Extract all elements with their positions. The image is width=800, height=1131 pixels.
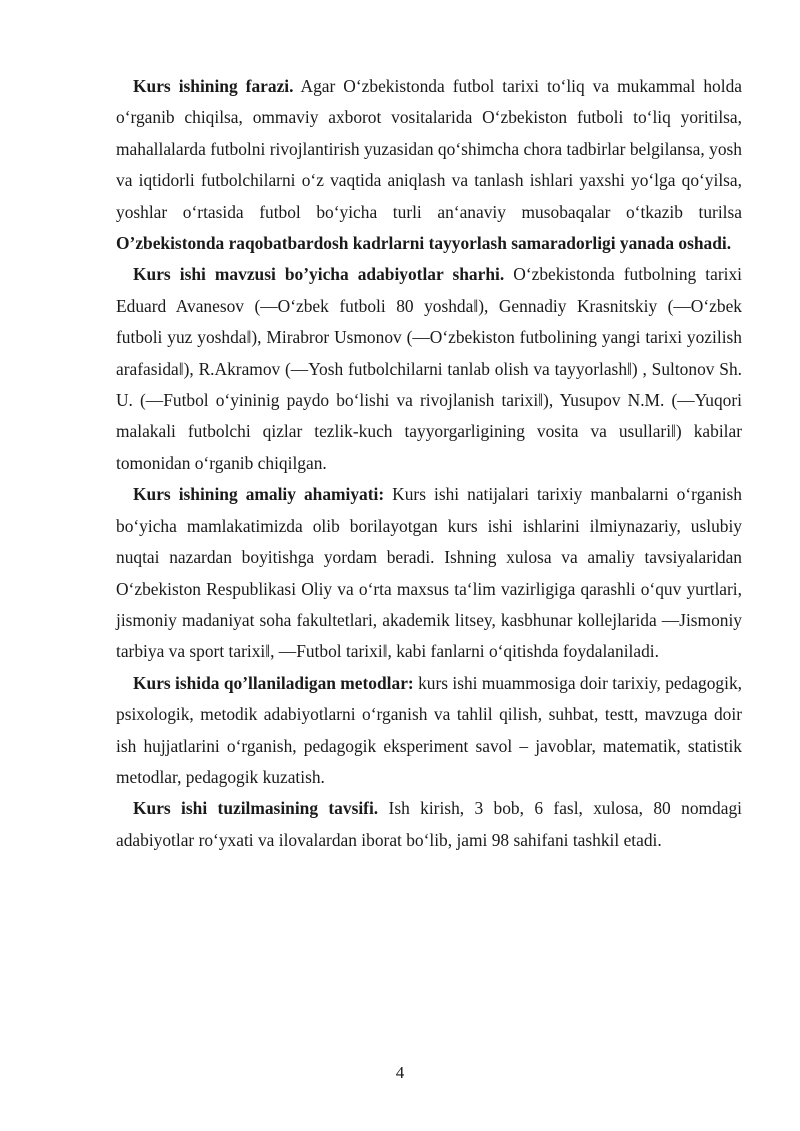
paragraph-heading: Kurs ishi mavzusi bo’yicha adabiyotlar sharhi. [133, 264, 505, 285]
paragraph-text: O‘zbekistonda futbolning tarixi Eduard Avanesov (―O‘zbek futboli 80 yoshda‖), Gennadiy Krasnitskiy (―O‘zbek futboli yuz yoshda‖), Mirabror Usmonov (―O‘zbekiston futbolining yangi tarixi yozilish arafasida‖), R.Akramov (―Yosh futbolchilarni tanlab olish va tayyorlash‖) , Sultonov Sh. U. (―Futbol o‘yininig paydo bo‘lishi va rivojlanish tarixi‖), Yusupov N.M. (―Yuqori malakali futbolchi qizlar tezlik-kuch tayyorgarligining vosita va usullari‖) kabilar tomonidan o‘rganib chiqilgan. [116, 264, 742, 473]
paragraph-emphasis: O’zbekistonda raqobatbardosh kadrlarni tayyorlash samaradorligi yanada oshadi. [116, 233, 732, 254]
paragraph-heading: Kurs ishida qo’llaniladigan metodlar: [133, 672, 414, 693]
paragraph-heading: Kurs ishining farazi. [133, 76, 294, 96]
page-body [116, 71, 742, 856]
paragraph-hypothesis [116, 71, 742, 259]
paragraph-text: Kurs ishi natijalari tarixiy manbalarni o‘rganish bo‘yicha mamlakatimizda olib borilayotgan kurs ishi ishlarini ilmiynazariy, uslubiy nuqtai nazardan boyitishga yordam beradi. Ishning xulosa va amaliy tavsiyalaridan O‘zbekiston Respublikasi Oliy va o‘rta maxsus ta‘lim vazirligiga qarashli o‘quv yurtlari, jismoniy madaniyat soha fakultetlari, akademik litsey, kasbhunar kollejlarida ―Jismoniy tarbiya va sport tarixi‖, ―Futbol tarixi‖, kabi fanlarni o‘qitishda foydalaniladi. [116, 484, 742, 662]
paragraph-literature-review [116, 259, 742, 479]
paragraph-practical-significance [116, 479, 742, 667]
paragraph-methods [116, 668, 742, 794]
page-number: 4 [395, 1063, 405, 1082]
paragraph-text: Agar O‘zbekistonda futbol tarixi to‘liq va mukammal holda o‘rganib chiqilsa, ommaviy axborot vositalarida O‘zbekiston futboli to‘liq yoritilsa, mahallalarda futbolni rivojlantirish yuzasidan qo‘shimcha chora tadbirlar belgilansa, yosh va iqtidorli futbolchilarni o‘z vaqtida aniqlash va tanlash ishlari yaxshi yo‘lga qo‘yilsa, yoshlar o‘rtasida futbol bo‘yicha turli an‘anaviy musobaqalar o‘tkazib turilsa [116, 76, 742, 222]
paragraph-text: kurs ishi muammosiga doir tarixiy, pedagogik, psixologik, metodik adabiyotlarni o‘rganish va tahlil qilish, suhbat, testt, mavzuga doir ish hujjatlarini o‘rganish, pedagogik eksperiment savol – javoblar, matematik, statistik metodlar, pedagogik kuzatish. [116, 672, 743, 787]
paragraph-text: Ish kirish, 3 bob, 6 fasl, xulosa, 80 nomdagi adabiyotlar ro‘yxati va ilovalardan iborat bo‘lib, jami 98 sahifani tashkil etadi. [116, 798, 742, 850]
paragraph-heading: Kurs ishi tuzilmasining tavsifi. [133, 798, 379, 819]
paragraph-structure [116, 793, 742, 856]
paragraph-heading: Kurs ishining amaliy ahamiyati: [133, 484, 385, 505]
